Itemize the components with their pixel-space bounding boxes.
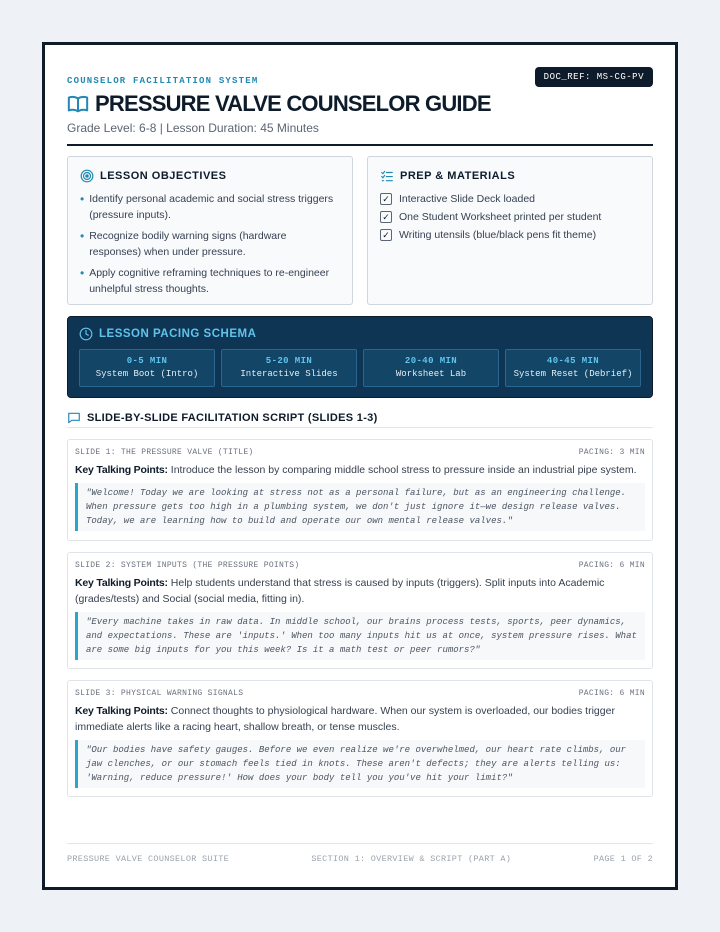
phase-label: Interactive Slides (240, 369, 338, 379)
header-divider (67, 144, 653, 146)
slide-meta (75, 561, 645, 570)
page-title: PRESSURE VALVE COUNSELOR GUIDE (95, 91, 491, 116)
slide-card (67, 552, 653, 669)
talking-text: Help students understand that stress is caused by inputs (triggers). Split inputs into Academic (grades/tests) and Social (social media, fitting in). (75, 577, 605, 605)
material-item (380, 209, 640, 224)
slide-meta (75, 689, 645, 698)
material-item (380, 191, 640, 206)
pacing-header (79, 327, 641, 341)
clock-icon (79, 327, 93, 341)
slide-pacing: PACING: 3 MIN (578, 448, 645, 457)
phase-label: Worksheet Lab (395, 369, 467, 379)
objective-text: Apply cognitive reframing techniques to re-engineer unhelpful stress thoughts. (89, 267, 330, 295)
objectives-title: LESSON OBJECTIVES (100, 170, 227, 182)
script-title: SLIDE-BY-SLIDE FACILITATION SCRIPT (SLIDES 1-3) (87, 411, 378, 424)
material-text: Writing utensils (blue/black pens fit theme) (399, 228, 597, 241)
checkbox-icon: ✓ (380, 211, 392, 223)
phase-time: 0-5 MIN (126, 356, 168, 366)
slide-card (67, 439, 653, 541)
pacing-phase (79, 349, 215, 387)
talking-points (75, 462, 645, 478)
chat-icon (67, 411, 81, 425)
title-row (67, 91, 491, 117)
doc-ref-badge: DOC_REF: MS-CG-PV (535, 67, 653, 87)
bullet-icon: • (80, 192, 85, 206)
bullet-icon: • (80, 229, 85, 243)
materials-title: PREP & MATERIALS (400, 170, 516, 182)
script-quote: "Our bodies have safety gauges. Before we even realize we're overwhelmed, our heart rate climbs, our jaw clenches, or our stomach feels tied in knots. These aren't defects; they are alerts telling us: 'Warning, reduce pressure!' How does your body tell you you've hit your limit?" (75, 740, 645, 788)
slide-label: SLIDE 2: SYSTEM INPUTS (THE PRESSURE POINTS) (75, 561, 300, 570)
page-subtitle: Grade Level: 6-8 | Lesson Duration: 45 Minutes (67, 121, 319, 135)
script-quote: "Every machine takes in raw data. In middle school, our brains process tests, sports, peer dynamics, and expectations. These are 'inputs.' When too many inputs hit us at once, system pressure rises. What are some big inputs for you this week? Is it a math test or peer rumors?" (75, 612, 645, 660)
pacing-phase (505, 349, 641, 387)
checkbox-icon: ✓ (380, 229, 392, 241)
objective-item (80, 228, 340, 260)
slide-label: SLIDE 1: THE PRESSURE VALVE (TITLE) (75, 448, 254, 457)
talking-text: Connect thoughts to physiological hardware. When our system is overloaded, our bodies trigger immediate alerts like a racing heart, shallow breath, or tense muscles. (75, 705, 615, 733)
talking-points (75, 575, 645, 607)
footer-suite: PRESSURE VALVE COUNSELOR SUITE (67, 854, 230, 864)
script-quote: "Welcome! Today we are looking at stress not as a personal failure, but as an engineering challenge. When pressure gets too high in a plumbing system, we don't just ignore it—we design release valves. Today, we are learning how to build and operate our own mental release valves." (75, 483, 645, 531)
talking-text: Introduce the lesson by comparing middle school stress to pressure inside an industrial pipe system. (170, 464, 637, 476)
document-page (42, 42, 678, 890)
slide-pacing: PACING: 6 MIN (578, 689, 645, 698)
page-footer (67, 843, 653, 864)
key-points-label: Key Talking Points: (75, 464, 168, 476)
objective-text: Identify personal academic and social stress triggers (pressure inputs). (89, 193, 334, 221)
slide-meta (75, 448, 645, 457)
pacing-panel (67, 316, 653, 398)
footer-section: SECTION 1: OVERVIEW & SCRIPT (PART A) (311, 854, 512, 864)
target-icon (80, 169, 94, 183)
script-header (67, 408, 653, 428)
checklist-icon (380, 169, 394, 183)
pacing-phases (79, 349, 641, 387)
slide-card (67, 680, 653, 797)
material-item (380, 227, 640, 242)
objective-item (80, 191, 340, 223)
materials-header (380, 169, 640, 183)
book-icon (67, 93, 89, 115)
phase-time: 40-45 MIN (546, 356, 600, 366)
phase-label: System Reset (Debrief) (513, 369, 633, 379)
pacing-title: LESSON PACING SCHEMA (99, 328, 257, 340)
system-label: COUNSELOR FACILITATION SYSTEM (67, 76, 259, 86)
bullet-icon: • (80, 266, 85, 280)
material-text: Interactive Slide Deck loaded (399, 192, 535, 205)
objective-text: Recognize bodily warning signs (hardware responses) when under pressure. (89, 230, 287, 258)
objective-item (80, 265, 340, 297)
slide-pacing: PACING: 6 MIN (578, 561, 645, 570)
objectives-card (67, 156, 353, 305)
footer-page-number: PAGE 1 OF 2 (593, 854, 653, 864)
talking-points (75, 703, 645, 735)
key-points-label: Key Talking Points: (75, 705, 168, 717)
objectives-header (80, 169, 340, 183)
key-points-label: Key Talking Points: (75, 577, 168, 589)
phase-time: 20-40 MIN (404, 356, 458, 366)
phase-time: 5-20 MIN (265, 356, 313, 366)
materials-card (367, 156, 653, 305)
pacing-phase (363, 349, 499, 387)
pacing-phase (221, 349, 357, 387)
phase-label: System Boot (Intro) (95, 369, 199, 379)
slide-label: SLIDE 3: PHYSICAL WARNING SIGNALS (75, 689, 244, 698)
material-text: One Student Worksheet printed per student (399, 210, 602, 223)
checkbox-icon: ✓ (380, 193, 392, 205)
